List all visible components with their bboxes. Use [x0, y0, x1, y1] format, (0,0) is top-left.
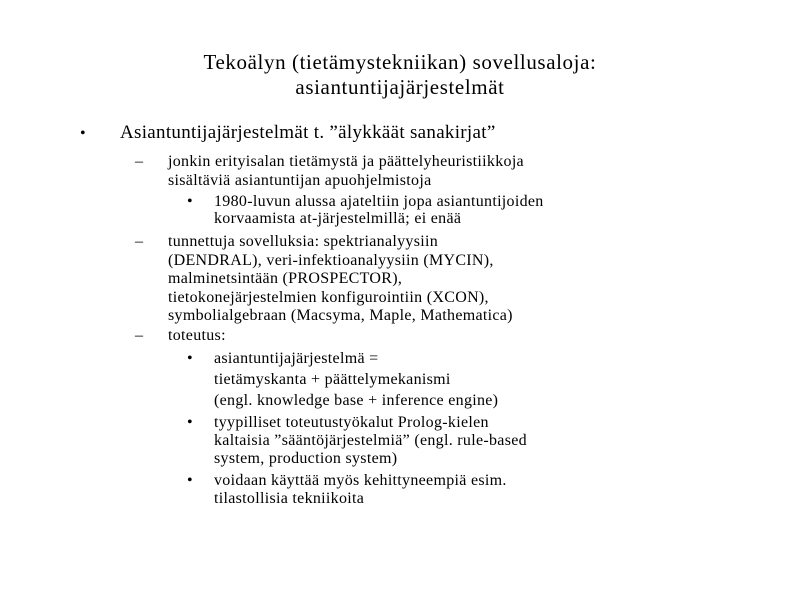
title-line-2: asiantuntijajärjestelmät	[295, 75, 505, 99]
slide-title	[0, 50, 800, 100]
bullet-marker: •	[187, 414, 193, 431]
dash-marker: –	[135, 153, 143, 170]
sub-bullet-text: malminetsintään (PROSPECTOR),	[168, 270, 403, 287]
title-line-1: Tekoälyn (tietämystekniikan) sovellusaloja:	[203, 50, 597, 74]
dash-marker: –	[135, 233, 143, 250]
bullet-marker: •	[187, 350, 193, 367]
sub-bullet-text: (DENDRAL), veri-infektioanalyysiin (MYCIN),	[168, 252, 494, 269]
sub-bullet-text: toteutus:	[168, 327, 226, 344]
bullet-marker: •	[187, 193, 193, 210]
bullet-text: Asiantuntijajärjestelmät t. ”älykkäät sanakirjat”	[120, 122, 496, 143]
sub-sub-bullet-text: system, production system)	[214, 450, 398, 467]
sub-sub-bullet-text: asiantuntijajärjestelmä =	[214, 350, 379, 367]
sub-sub-bullet-text: 1980-luvun alussa ajateltiin jopa asiantuntijoiden	[214, 193, 544, 210]
sub-sub-bullet-text: tilastollisia tekniikoita	[214, 490, 365, 507]
sub-sub-bullet-text: tyypilliset toteutustyökalut Prolog-kielen	[214, 414, 489, 431]
dash-marker: –	[135, 327, 143, 344]
sub-bullet-text: sisältäviä asiantuntijan apuohjelmistoja	[168, 172, 432, 189]
sub-sub-bullet-text: (engl. knowledge base + inference engine)	[214, 392, 499, 409]
sub-sub-bullet-text: kaltaisia ”sääntöjärjestelmiä” (engl. rule-based	[214, 432, 527, 449]
bullet-marker: •	[187, 472, 193, 489]
sub-bullet-text: jonkin erityisalan tietämystä ja päättelyheuristiikkoja	[168, 153, 524, 170]
sub-sub-bullet-text: voidaan käyttää myös kehittyneempiä esim.	[214, 472, 507, 489]
sub-bullet-text: symbolialgebraan (Macsyma, Maple, Mathematica)	[168, 307, 513, 324]
sub-sub-bullet-text: korvaamista at-järjestelmillä; ei enää	[214, 210, 462, 227]
sub-sub-bullet-text: tietämyskanta + päättelymekanismi	[214, 371, 451, 388]
bullet-marker: •	[80, 125, 86, 142]
sub-bullet-text: tunnettuja sovelluksia: spektrianalyysiin	[168, 233, 439, 250]
sub-bullet-text: tietokonejärjestelmien konfigurointiin (XCON),	[168, 289, 489, 306]
